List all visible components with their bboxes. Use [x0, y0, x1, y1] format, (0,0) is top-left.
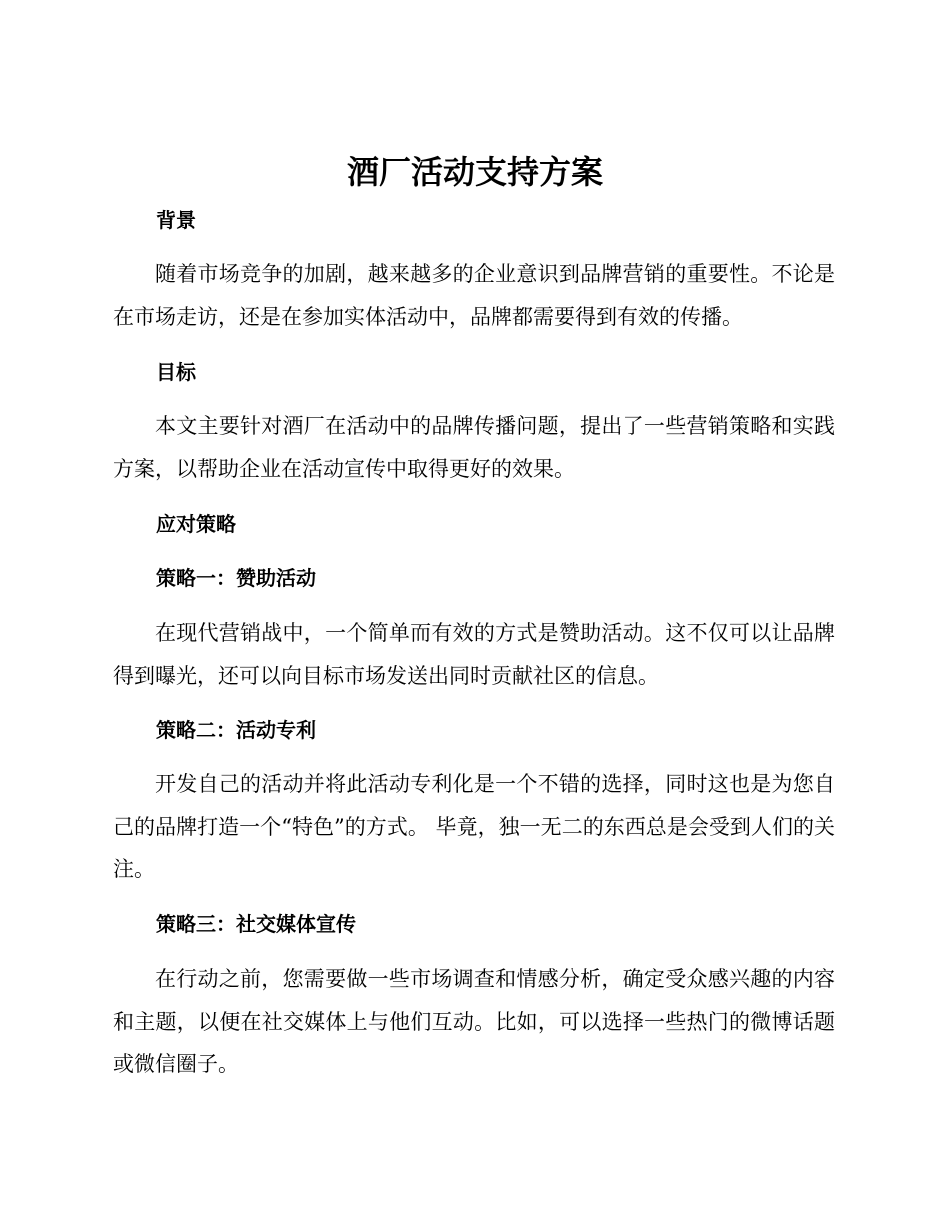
goal-paragraph: 本文主要针对酒厂在活动中的品牌传播问题，提出了一些营销策略和实践方案，以帮助企业在活动宣传中取得更好的效果。	[113, 414, 835, 481]
strategy2-heading: 策略二：活动专利	[156, 718, 316, 742]
background-paragraph: 随着市场竞争的加剧，越来越多的企业意识到品牌营销的重要性。不论是在市场走访，还是在参加实体活动中，品牌都需要得到有效的传播。	[113, 262, 835, 329]
strategy1-heading: 策略一：赞助活动	[156, 566, 316, 590]
strategy3-heading: 策略三：社交媒体宣传	[156, 912, 356, 936]
strategy1-paragraph: 在现代营销战中，一个简单而有效的方式是赞助活动。这不仅可以让品牌得到曝光，还可以向目标市场发送出同时贡献社区的信息。	[113, 621, 835, 688]
strategy3-paragraph: 在行动之前，您需要做一些市场调查和情感分析，确定受众感兴趣的内容和主题，以便在社交媒体上与他们互动。比如，可以选择一些热门的微博话题或微信圈子。	[113, 967, 835, 1076]
strategy-heading: 应对策略	[156, 512, 236, 536]
goal-heading: 目标	[156, 360, 196, 384]
background-heading: 背景	[156, 208, 196, 232]
strategy2-paragraph: 开发自己的活动并将此活动专利化是一个不错的选择，同时这也是为您自己的品牌打造一个“特色”的方式。 毕竟，独一无二的东西总是会受到人们的关注。	[113, 772, 835, 881]
document-title: 酒厂活动支持方案	[346, 153, 603, 191]
